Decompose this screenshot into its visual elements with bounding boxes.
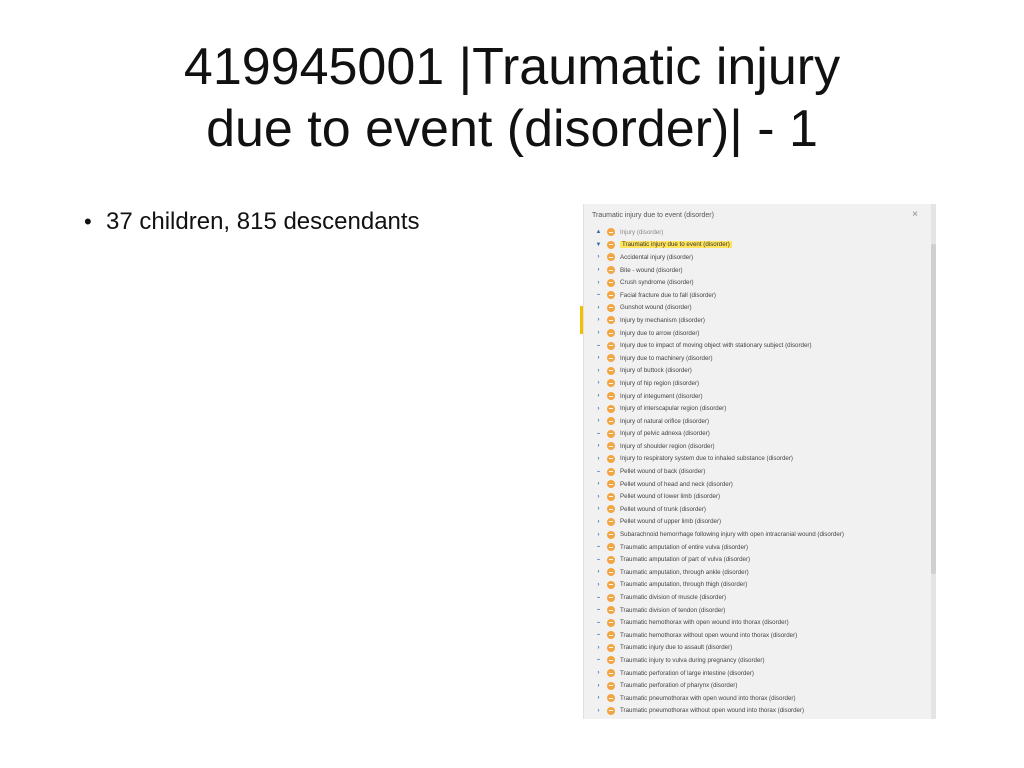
tree-row-child[interactable] (584, 314, 936, 327)
close-icon[interactable]: × (912, 209, 918, 220)
tree-row-child[interactable] (584, 402, 936, 415)
primitive-concept-icon (607, 594, 615, 602)
expand-toggle-icon[interactable]: › (597, 644, 600, 651)
expand-toggle-icon[interactable]: › (597, 367, 600, 374)
tree-row-child[interactable] (584, 692, 936, 705)
title-line-1: 419945001 |Traumatic injury (183, 38, 841, 96)
expand-toggle-icon[interactable]: › (597, 481, 600, 488)
tree-row-label[interactable]: Pellet wound of lower limb (disorder) (620, 493, 721, 501)
primitive-concept-icon (607, 430, 615, 438)
tree-row-label[interactable]: Injury (disorder) (620, 228, 664, 236)
slide-title (60, 36, 964, 160)
scrollbar-track[interactable] (931, 204, 936, 719)
expand-toggle-icon[interactable]: › (597, 330, 600, 337)
tree-row-child[interactable] (584, 415, 936, 428)
expand-toggle-icon[interactable]: – (596, 594, 601, 601)
primitive-concept-icon (607, 241, 615, 249)
tree-row-child[interactable] (584, 276, 936, 289)
tree-row-child[interactable] (584, 289, 936, 302)
expand-toggle-icon[interactable]: › (597, 695, 600, 702)
primitive-concept-icon (607, 228, 615, 236)
tree-row-label[interactable]: Traumatic amputation of part of vulva (disorder) (620, 556, 751, 564)
tree-row-label[interactable]: Traumatic perforation of large intestine (disorder) (620, 669, 754, 677)
tree-row-label[interactable]: Traumatic hemothorax without open wound into thorax (disorder) (620, 631, 798, 639)
expand-toggle-icon[interactable]: › (597, 304, 600, 311)
tree-row-label[interactable]: Injury of shoulder region (disorder) (620, 442, 715, 450)
expand-toggle-icon[interactable]: › (597, 670, 600, 677)
tree-row-label[interactable]: Traumatic perforation of pharynx (disorder) (620, 682, 738, 690)
tree-row-label[interactable]: Traumatic hemothorax with open wound into thorax (disorder) (620, 619, 789, 627)
tree-row-label[interactable]: Pellet wound of head and neck (disorder) (620, 480, 733, 488)
tree-row-child[interactable] (584, 264, 936, 277)
expand-toggle-icon[interactable]: › (597, 493, 600, 500)
tree-row-label[interactable]: Injury of hip region (disorder) (620, 379, 700, 387)
primitive-concept-icon (607, 644, 615, 652)
tree-row-label[interactable]: Injury of integument (disorder) (620, 392, 703, 400)
title-line-2: due to event (disorder)| - 1 (206, 100, 818, 158)
tree-row-child[interactable] (584, 352, 936, 365)
primitive-concept-icon (607, 417, 615, 425)
expand-toggle-icon[interactable]: › (597, 531, 600, 538)
tree-row-label[interactable]: Traumatic amputation, through thigh (disorder) (620, 581, 748, 589)
primitive-concept-icon (607, 543, 615, 551)
tree-row-label[interactable]: Pellet wound of trunk (disorder) (620, 505, 706, 513)
primitive-concept-icon (607, 354, 615, 362)
tree-row-label[interactable]: Accidental injury (disorder) (620, 253, 694, 261)
primitive-concept-icon (607, 304, 615, 312)
bullet-symbol: • (84, 209, 92, 234)
primitive-concept-icon (607, 405, 615, 413)
tree-row-child[interactable] (584, 553, 936, 566)
expand-toggle-icon[interactable]: › (597, 267, 600, 274)
tree-row-label[interactable]: Pellet wound of back (disorder) (620, 468, 706, 476)
tree-row-parent[interactable] (584, 226, 936, 239)
primitive-concept-icon (607, 556, 615, 564)
tree-row-label[interactable]: Facial fracture due to fall (disorder) (620, 291, 716, 299)
primitive-concept-icon (607, 253, 615, 261)
primitive-concept-icon (607, 279, 615, 287)
expand-toggle-icon[interactable]: – (596, 430, 601, 437)
tree-row-child[interactable] (584, 302, 936, 315)
primitive-concept-icon (607, 266, 615, 274)
tree-row-child[interactable] (584, 440, 936, 453)
tree-row-label[interactable]: Injury of natural orifice (disorder) (620, 417, 710, 425)
primitive-concept-icon (607, 518, 615, 526)
tree-row-label[interactable]: Injury of buttock (disorder) (620, 367, 692, 375)
tree-row-label[interactable]: Traumatic amputation, through ankle (disorder) (620, 568, 749, 576)
primitive-concept-icon (607, 329, 615, 337)
expand-toggle-icon[interactable]: › (597, 418, 600, 425)
expand-toggle-icon[interactable]: › (597, 355, 600, 362)
expand-toggle-icon[interactable]: – (596, 342, 601, 349)
expand-toggle-icon[interactable]: › (597, 317, 600, 324)
primitive-concept-icon (607, 581, 615, 589)
tree-row-label[interactable]: Traumatic injury to vulva during pregnancy (disorder) (620, 656, 765, 664)
primitive-concept-icon (607, 493, 615, 501)
tree-row-child[interactable] (584, 365, 936, 378)
tree-row-label[interactable]: Pellet wound of upper limb (disorder) (620, 518, 722, 526)
tree-row-child[interactable] (584, 478, 936, 491)
bullet-item (84, 208, 420, 236)
tree-row-child[interactable] (584, 679, 936, 692)
tree-row-label[interactable]: Injury due to arrow (disorder) (620, 329, 700, 337)
primitive-concept-icon (607, 379, 615, 387)
primitive-concept-icon (607, 442, 615, 450)
expand-toggle-icon[interactable]: › (597, 455, 600, 462)
tree-row-child[interactable] (584, 490, 936, 503)
tree-row-child[interactable] (584, 327, 936, 340)
primitive-concept-icon (607, 707, 615, 715)
tree-row-child[interactable] (584, 339, 936, 352)
scrollbar-thumb[interactable] (931, 244, 936, 574)
tree-row-label[interactable]: Traumatic division of muscle (disorder) (620, 594, 727, 602)
primitive-concept-icon (607, 392, 615, 400)
expand-toggle-icon[interactable]: ▼ (595, 241, 602, 248)
primitive-concept-icon (607, 619, 615, 627)
tree-row-child[interactable] (584, 377, 936, 390)
tree-row-child[interactable] (584, 642, 936, 655)
primitive-concept-icon (607, 631, 615, 639)
tree-row-label[interactable]: Subarachnoid hemorrhage following injury with open intracranial wound (disorder) (620, 531, 844, 539)
expand-toggle-icon[interactable]: › (597, 518, 600, 525)
tree-row-child[interactable] (584, 579, 936, 592)
primitive-concept-icon (607, 606, 615, 614)
primitive-concept-icon (607, 291, 615, 299)
primitive-concept-icon (607, 682, 615, 690)
expand-toggle-icon[interactable]: – (596, 619, 601, 626)
bullet-text: 37 children, 815 descendants (106, 208, 420, 235)
tree-row-child[interactable] (584, 503, 936, 516)
expand-toggle-icon[interactable]: › (597, 569, 600, 576)
expand-toggle-icon[interactable]: ▲ (595, 229, 602, 236)
tree-row-child[interactable] (584, 251, 936, 264)
expand-toggle-icon[interactable]: › (597, 682, 600, 689)
primitive-concept-icon (607, 316, 615, 324)
primitive-concept-icon (607, 367, 615, 375)
tree-row-child[interactable] (584, 516, 936, 529)
tree-row-child[interactable] (584, 591, 936, 604)
tree-row-label[interactable]: Traumatic injury due to assault (disorder) (620, 644, 733, 652)
primitive-concept-icon (607, 568, 615, 576)
taxonomy-tree (584, 226, 936, 717)
tree-row-label[interactable]: Gunshot wound (disorder) (620, 304, 692, 312)
tree-row-child[interactable] (584, 390, 936, 403)
expand-toggle-icon[interactable]: – (596, 468, 601, 475)
expand-toggle-icon[interactable]: › (597, 443, 600, 450)
expand-toggle-icon[interactable]: – (596, 607, 601, 614)
tree-row-label[interactable]: Traumatic injury due to event (disorder) (622, 241, 730, 249)
taxonomy-panel (583, 204, 936, 719)
primitive-concept-icon (607, 468, 615, 476)
tree-row-child[interactable] (584, 705, 936, 718)
primitive-concept-icon (607, 656, 615, 664)
tree-row-child[interactable] (584, 541, 936, 554)
primitive-concept-icon (607, 480, 615, 488)
expand-toggle-icon[interactable]: › (597, 393, 600, 400)
expand-toggle-icon[interactable]: › (597, 254, 600, 261)
tree-row-child[interactable] (584, 616, 936, 629)
primitive-concept-icon (607, 694, 615, 702)
tree-row-label[interactable]: Traumatic pneumothorax without open wound into thorax (disorder) (620, 707, 805, 715)
expand-toggle-icon[interactable]: › (597, 405, 600, 412)
tree-row-label[interactable]: Traumatic pneumothorax with open wound into thorax (disorder) (620, 694, 796, 702)
tree-row-child[interactable] (584, 465, 936, 478)
expand-toggle-icon[interactable]: – (596, 632, 601, 639)
tree-row-child[interactable] (584, 566, 936, 579)
tree-row-child[interactable] (584, 428, 936, 441)
tree-row-label[interactable]: Injury of pelvic adnexa (disorder) (620, 430, 710, 438)
tree-row-child[interactable] (584, 453, 936, 466)
panel-header (584, 204, 936, 226)
tree-row-child[interactable] (584, 528, 936, 541)
expand-toggle-icon[interactable]: – (596, 544, 601, 551)
panel-title: Traumatic injury due to event (disorder) (592, 211, 714, 219)
tree-row-label[interactable]: Crush syndrome (disorder) (620, 279, 694, 287)
tree-row-label[interactable]: Injury due to impact of moving object with stationary subject (disorder) (620, 342, 812, 350)
tree-row-label[interactable]: Injury of interscapular region (disorder) (620, 405, 727, 413)
expand-toggle-icon[interactable]: › (597, 581, 600, 588)
tree-row-child[interactable] (584, 629, 936, 642)
tree-row-child[interactable] (584, 654, 936, 667)
tree-row-label[interactable]: Traumatic amputation of entire vulva (disorder) (620, 543, 749, 551)
tree-row-label[interactable]: Injury due to machinery (disorder) (620, 354, 713, 362)
primitive-concept-icon (607, 531, 615, 539)
tree-row-label[interactable]: Traumatic division of tendon (disorder) (620, 606, 726, 614)
primitive-concept-icon (607, 455, 615, 463)
primitive-concept-icon (607, 342, 615, 350)
expand-toggle-icon[interactable]: – (596, 292, 601, 299)
expand-toggle-icon[interactable]: › (597, 380, 600, 387)
tree-row-focus[interactable] (584, 239, 936, 252)
tree-row-label[interactable]: Bite - wound (disorder) (620, 266, 683, 274)
primitive-concept-icon (607, 505, 615, 513)
expand-toggle-icon[interactable]: › (597, 279, 600, 286)
tree-row-child[interactable] (584, 667, 936, 680)
primitive-concept-icon (607, 669, 615, 677)
tree-row-label[interactable]: Injury by mechanism (disorder) (620, 316, 705, 324)
tree-row-child[interactable] (584, 604, 936, 617)
expand-toggle-icon[interactable]: › (597, 506, 600, 513)
tree-row-label[interactable]: Injury to respiratory system due to inhaled substance (disorder) (620, 455, 793, 463)
expand-toggle-icon[interactable]: › (597, 707, 600, 714)
expand-toggle-icon[interactable]: – (596, 556, 601, 563)
expand-toggle-icon[interactable]: – (596, 657, 601, 664)
